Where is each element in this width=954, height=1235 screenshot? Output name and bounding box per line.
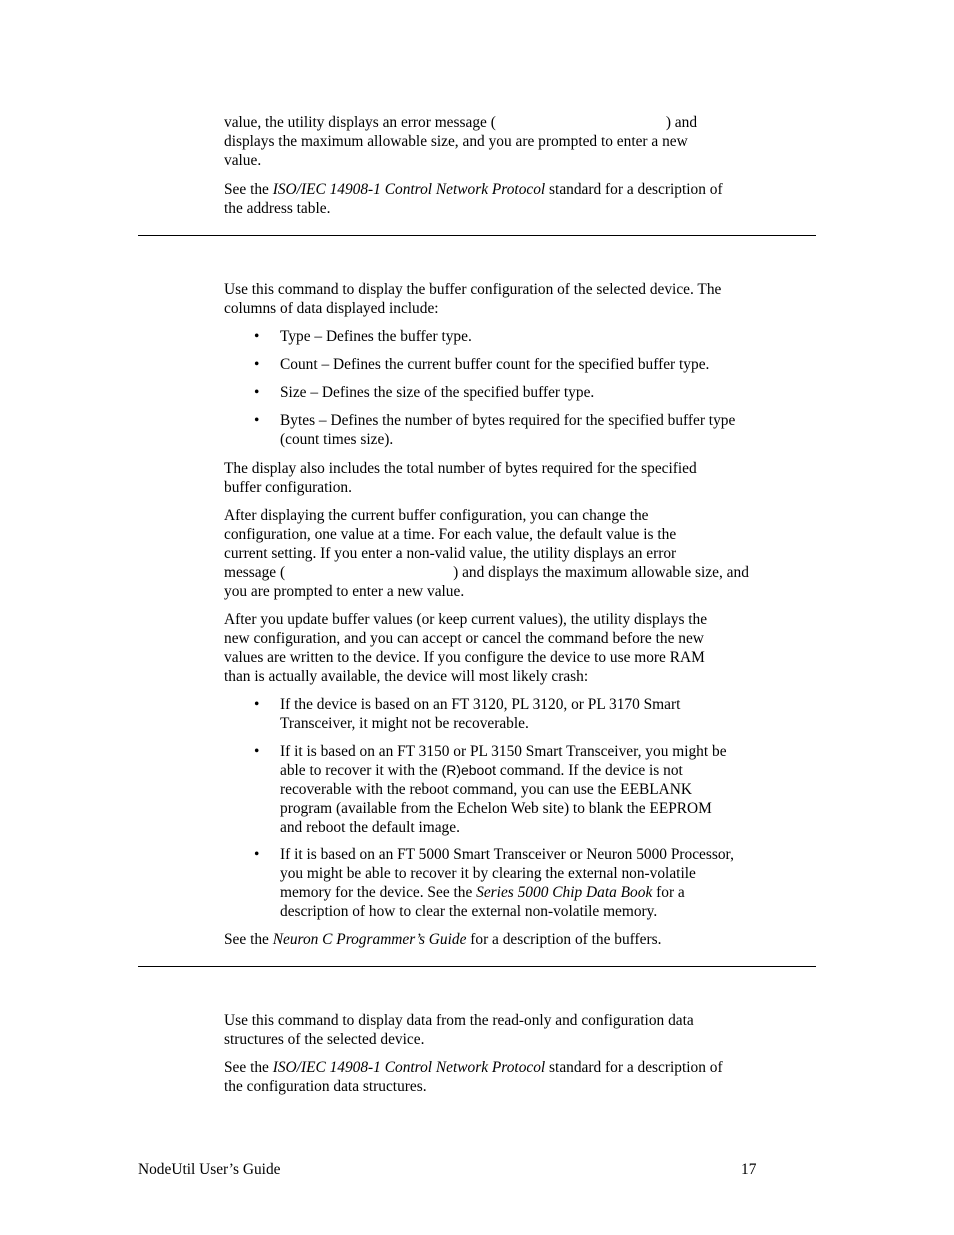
text-line: than is actually available, the device will most likely crash:	[224, 668, 589, 685]
address-table-continuation	[224, 113, 816, 170]
text-line: After displaying the current buffer configuration, you can change the	[224, 507, 649, 524]
text-line: standard for a description of	[545, 181, 723, 198]
list-item-text: Size – Defines the size of the specified buffer type.	[280, 384, 595, 401]
text-line: If it is based on an FT 5000 Smart Transceiver or Neuron 5000 Processor,	[280, 846, 734, 863]
text-line: program (available from the Echelon Web site) to blank the EEPROM	[280, 800, 712, 817]
text-line: description of how to clear the external non-volatile memory.	[280, 903, 658, 920]
text-line: If the device is based on an FT 3120, PL 3120, or PL 3170 Smart	[280, 696, 681, 713]
text-line: Bytes – Defines the number of bytes required for the specified buffer type	[280, 412, 736, 429]
text-line: for a	[652, 884, 685, 901]
text-line: (count times size).	[280, 431, 394, 448]
list-item-text: Count – Defines the current buffer count for the specified buffer type.	[280, 356, 710, 373]
bullet-icon: •	[254, 356, 260, 373]
list-item-text	[280, 695, 816, 733]
bullet-icon: •	[254, 743, 260, 760]
text-line: configuration, one value at a time. For each value, the default value is the	[224, 526, 677, 543]
text-line: Use this command to display data from the read-only and configuration data	[224, 1012, 694, 1029]
list-item-text	[280, 411, 816, 449]
text-line: values are written to the device. If you configure the device to use more RAM	[224, 649, 705, 666]
bullet-icon: •	[254, 846, 260, 863]
section-divider	[138, 235, 816, 236]
text-line: structures of the selected device.	[224, 1031, 425, 1048]
text-line: Use this command to display the buffer configuration of the selected device. The	[224, 281, 722, 298]
text-line: memory for the device. See the	[280, 884, 477, 901]
text-line: for a description of the buffers.	[466, 931, 662, 948]
bullet-icon: •	[254, 328, 260, 345]
text-line: you might be able to recover it by clearing the external non-volatile	[280, 865, 696, 882]
error-message-paragraph	[224, 113, 816, 170]
text-line: the configuration data structures.	[224, 1078, 427, 1095]
config-reference-paragraph	[224, 1058, 816, 1096]
list-item-text: Type – Defines the buffer type.	[280, 328, 472, 345]
text-line: displays the maximum allowable size, and you are prompted to enter a new	[224, 133, 688, 150]
list-item-text	[280, 742, 816, 837]
buffer-columns-list	[224, 327, 816, 457]
text-line: ) and displays the maximum allowable size, and	[453, 564, 749, 581]
data-book-title: Series 5000 Chip Data Book	[476, 884, 653, 901]
text-line: standard for a description of	[545, 1059, 723, 1076]
bullet-icon: •	[254, 412, 260, 429]
text-line: and reboot the default image.	[280, 819, 460, 836]
text-line: recoverable with the reboot command, you can use the EEBLANK	[280, 781, 692, 798]
text-line: you are prompted to enter a new value.	[224, 583, 465, 600]
text-line: See the	[224, 181, 273, 198]
buffer-intro-paragraph	[224, 280, 816, 318]
crash-recovery-list	[224, 695, 816, 925]
text-line: columns of data displayed include:	[224, 300, 439, 317]
text-line: message (	[224, 564, 286, 581]
text-line: value, the utility displays an error message (	[224, 114, 496, 131]
text-line: value.	[224, 152, 262, 169]
list-item-text	[280, 845, 816, 921]
programmers-guide-title: Neuron C Programmer’s Guide	[272, 931, 467, 948]
address-table-reference	[224, 180, 816, 218]
text-line: If it is based on an FT 3150 or PL 3150 Smart Transceiver, you might be	[280, 743, 727, 760]
bullet-icon: •	[254, 384, 260, 401]
page-number: 17	[741, 1161, 757, 1178]
buffer-total-paragraph	[224, 459, 816, 497]
protocol-standard-title: ISO/IEC 14908-1 Control Network Protocol	[272, 181, 546, 198]
buffer-reference-paragraph	[224, 930, 816, 949]
text-line: The display also includes the total number of bytes required for the specified	[224, 460, 697, 477]
text-line: command. If the device is not	[496, 762, 683, 779]
text-line: ) and	[665, 114, 698, 131]
bullet-icon: •	[254, 696, 260, 713]
text-line: After you update buffer values (or keep current values), the utility displays the	[224, 611, 708, 628]
footer-title: NodeUtil User’s Guide	[138, 1161, 281, 1178]
reboot-command-name: (R)eboot	[441, 762, 497, 778]
text-line: able to recover it with the	[280, 762, 442, 779]
text-line: current setting. If you enter a non-valid value, the utility displays an error	[224, 545, 677, 562]
buffer-change-paragraph	[224, 506, 816, 601]
text-line: See the	[224, 1059, 273, 1076]
text-line: See the	[224, 931, 273, 948]
protocol-standard-title: ISO/IEC 14908-1 Control Network Protocol	[272, 1059, 546, 1076]
config-intro-paragraph	[224, 1011, 816, 1049]
text-line: Transceiver, it might not be recoverable.	[280, 715, 529, 732]
buffer-update-paragraph	[224, 610, 816, 686]
text-line: new configuration, and you can accept or cancel the command before the new	[224, 630, 704, 647]
text-line: buffer configuration.	[224, 479, 352, 496]
text-line: the address table.	[224, 200, 331, 217]
section-divider	[138, 966, 816, 967]
